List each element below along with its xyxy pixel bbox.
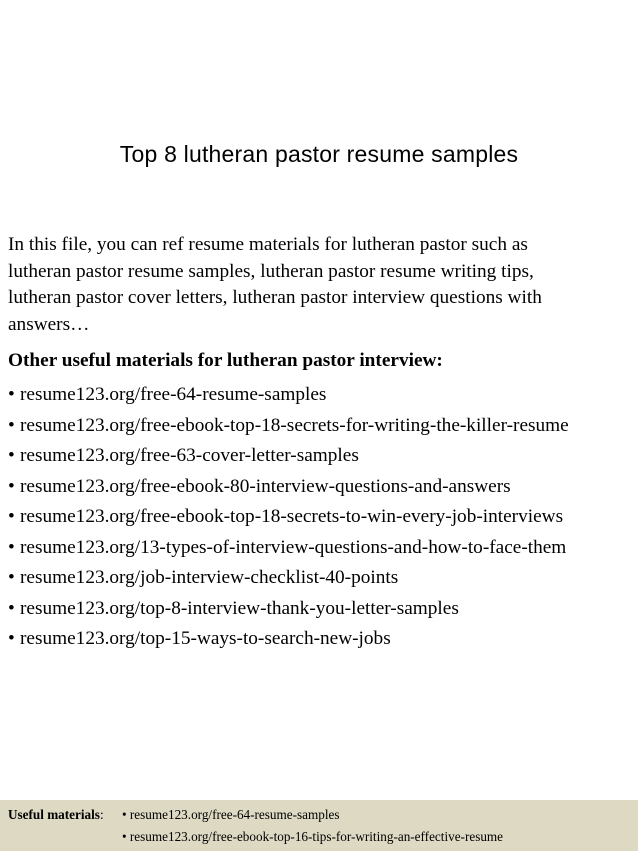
material-link[interactable]: resume123.org/free-64-resume-samples bbox=[20, 384, 327, 405]
list-item bbox=[8, 502, 569, 533]
useful-materials-footer bbox=[0, 800, 638, 851]
bullet-icon: • bbox=[8, 475, 15, 497]
material-link[interactable]: resume123.org/13-types-of-interview-questions-and-how-to-face-them bbox=[20, 536, 567, 558]
footer-label-colon: : bbox=[99, 807, 104, 822]
material-link[interactable]: resume123.org/top-15-ways-to-search-new-jobs bbox=[20, 628, 391, 649]
intro-line: In this file, you can ref resume materials for lutheran pastor such as bbox=[8, 234, 528, 255]
intro-line: answers… bbox=[8, 313, 90, 335]
bullet-icon: • bbox=[8, 597, 15, 619]
list-item bbox=[8, 563, 569, 594]
bullet-icon: • bbox=[8, 445, 15, 466]
list-item bbox=[8, 380, 569, 411]
bullet-icon: • bbox=[8, 567, 15, 588]
footer-link[interactable]: • resume123.org/free-64-resume-samples bbox=[122, 807, 340, 822]
material-link[interactable]: resume123.org/job-interview-checklist-40-points bbox=[20, 567, 399, 588]
bullet-icon: • bbox=[8, 628, 15, 649]
bullet-icon: • bbox=[8, 536, 15, 558]
list-item bbox=[8, 472, 569, 503]
list-item bbox=[8, 624, 569, 655]
intro-line: lutheran pastor cover letters, lutheran pastor interview questions with bbox=[8, 287, 542, 308]
material-link[interactable]: resume123.org/free-63-cover-letter-samples bbox=[20, 445, 359, 466]
list-item bbox=[8, 594, 569, 625]
intro-paragraph bbox=[8, 232, 633, 338]
footer-label bbox=[8, 807, 104, 823]
materials-link-list bbox=[8, 380, 569, 655]
material-link[interactable]: resume123.org/free-ebook-top-18-secrets-to-win-every-job-interviews bbox=[20, 506, 564, 527]
footer-link[interactable]: • resume123.org/free-ebook-top-16-tips-for-writing-an-effective-resume bbox=[122, 829, 504, 844]
list-item bbox=[8, 533, 569, 564]
intro-line: lutheran pastor resume samples, lutheran pastor resume writing tips, bbox=[8, 260, 534, 282]
other-materials-heading: Other useful materials for lutheran pastor interview: bbox=[8, 350, 443, 371]
bullet-icon: • bbox=[8, 384, 15, 405]
material-link[interactable]: resume123.org/top-8-interview-thank-you-letter-samples bbox=[20, 597, 459, 619]
list-item bbox=[8, 411, 569, 442]
bullet-icon: • bbox=[8, 414, 15, 436]
bullet-icon: • bbox=[8, 506, 15, 527]
footer-label-text: Useful materials bbox=[8, 807, 100, 822]
material-link[interactable]: resume123.org/free-ebook-80-interview-questions-and-answers bbox=[20, 475, 511, 497]
page-title: Top 8 lutheran pastor resume samples bbox=[119, 141, 519, 167]
material-link[interactable]: resume123.org/free-ebook-top-18-secrets-for-writing-the-killer-resume bbox=[20, 414, 569, 436]
list-item bbox=[8, 441, 569, 472]
